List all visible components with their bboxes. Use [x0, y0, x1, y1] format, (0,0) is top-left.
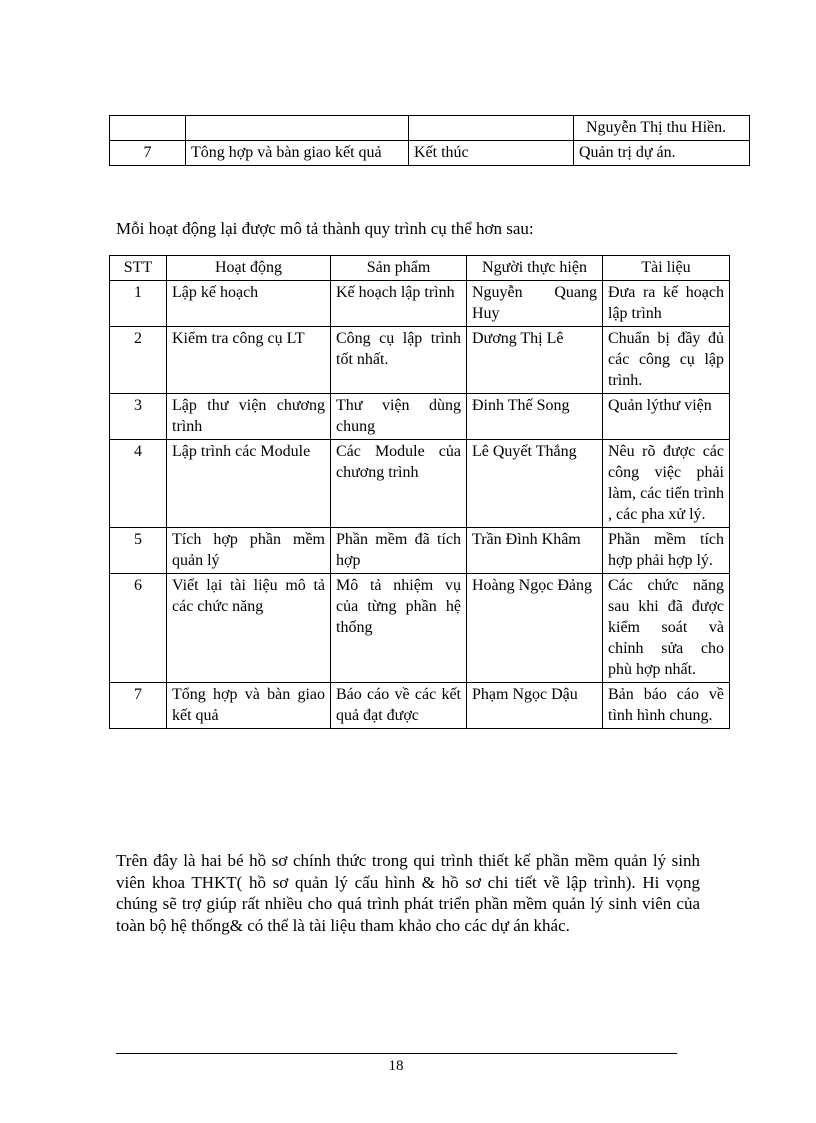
activity-cell: Lập kế hoạch — [167, 281, 331, 327]
table-cell: Nguyễn Thị thu Hiền. — [574, 116, 750, 141]
document-cell: Nêu rõ được các công việc phải làm, các tiến trình , các pha xử lý. — [603, 440, 730, 528]
header-performer: Người thực hiện — [467, 256, 603, 281]
performer-cell: Đinh Thế Song — [467, 394, 603, 440]
table-cell: Quản trị dự án. — [574, 141, 750, 166]
row-number: 7 — [110, 683, 167, 729]
table-cell — [186, 116, 409, 141]
document-cell: Các chức năng sau khi đã được kiểm soát và chỉnh sửa cho phù hợp nhất. — [603, 574, 730, 683]
table-row — [110, 574, 730, 683]
row-number: 6 — [110, 574, 167, 683]
row-number: 3 — [110, 394, 167, 440]
table-row — [110, 683, 730, 729]
table-row — [110, 116, 750, 141]
performer-cell: Lê Quyết Thắng — [467, 440, 603, 528]
table-cell: Tông hợp và bàn giao kết quả — [186, 141, 409, 166]
activity-cell: Lập thư viện chương trình — [167, 394, 331, 440]
table-row — [110, 327, 730, 394]
document-cell: Quản lýthư viện — [603, 394, 730, 440]
table-header-row — [110, 256, 730, 281]
document-cell: Phần mềm tích hợp phải hợp lý. — [603, 528, 730, 574]
product-cell: Thư viện dùng chung — [331, 394, 467, 440]
product-cell: Kế hoạch lập trình — [331, 281, 467, 327]
closing-paragraph: Trên đây là hai bé hồ sơ chính thức trong qui trình thiết kế phần mềm quản lý sinh viên khoa THKT( hồ sơ quản lý cấu hình & hồ sơ chi tiết về lập trình). Hi vọng chúng sẽ trợ giúp rất nhiều cho quá trình phát triển phần mềm quản lý sinh viên của toàn bộ hệ thống& có thể là tài liệu tham khảo cho các dự án khác. — [116, 851, 700, 935]
row-number: 2 — [110, 327, 167, 394]
activity-cell: Kiểm tra công cụ LT — [167, 327, 331, 394]
table-row — [110, 440, 730, 528]
performer-cell: Trần Đình Khâm — [467, 528, 603, 574]
footer-divider — [116, 1053, 677, 1054]
activity-cell: Viết lại tài liệu mô tả các chức năng — [167, 574, 331, 683]
table-row — [110, 281, 730, 327]
performer-cell: Nguyễn Quang Huy — [467, 281, 603, 327]
activity-cell: Lập trình các Module — [167, 440, 331, 528]
activity-table-continued — [109, 115, 750, 166]
table-row — [110, 528, 730, 574]
performer-cell: Dương Thị Lê — [467, 327, 603, 394]
product-cell: Báo cáo về các kết quả đạt được — [331, 683, 467, 729]
table-cell — [110, 116, 186, 141]
document-cell: Đưa ra kế hoạch lập trình — [603, 281, 730, 327]
product-cell: Các Module của chương trình — [331, 440, 467, 528]
row-number: 1 — [110, 281, 167, 327]
table-cell: Kết thúc — [409, 141, 574, 166]
header-activity: Hoạt động — [167, 256, 331, 281]
activity-cell: Tổng hợp và bàn giao kết quả — [167, 683, 331, 729]
table-cell: 7 — [110, 141, 186, 166]
header-document: Tài liệu — [603, 256, 730, 281]
intro-paragraph: Mỗi hoạt động lại được mô tả thành quy trình cụ thể hơn sau: — [116, 219, 534, 238]
process-table — [109, 255, 730, 729]
document-cell: Bản báo cáo về tình hình chung. — [603, 683, 730, 729]
header-product: Sản phẩm — [331, 256, 467, 281]
header-stt: STT — [110, 256, 167, 281]
row-number: 5 — [110, 528, 167, 574]
row-number: 4 — [110, 440, 167, 528]
table-row — [110, 141, 750, 166]
performer-cell: Hoàng Ngọc Đảng — [467, 574, 603, 683]
page-number: 18 — [388, 1058, 404, 1074]
table-cell — [409, 116, 574, 141]
document-cell: Chuẩn bị đầy đủ các công cụ lập trình. — [603, 327, 730, 394]
product-cell: Công cụ lập trình tốt nhất. — [331, 327, 467, 394]
activity-cell: Tích hợp phần mềm quản lý — [167, 528, 331, 574]
product-cell: Mô tả nhiệm vụ của từng phần hệ thống — [331, 574, 467, 683]
table-row — [110, 394, 730, 440]
product-cell: Phần mềm đã tích hợp — [331, 528, 467, 574]
performer-cell: Phạm Ngọc Dậu — [467, 683, 603, 729]
